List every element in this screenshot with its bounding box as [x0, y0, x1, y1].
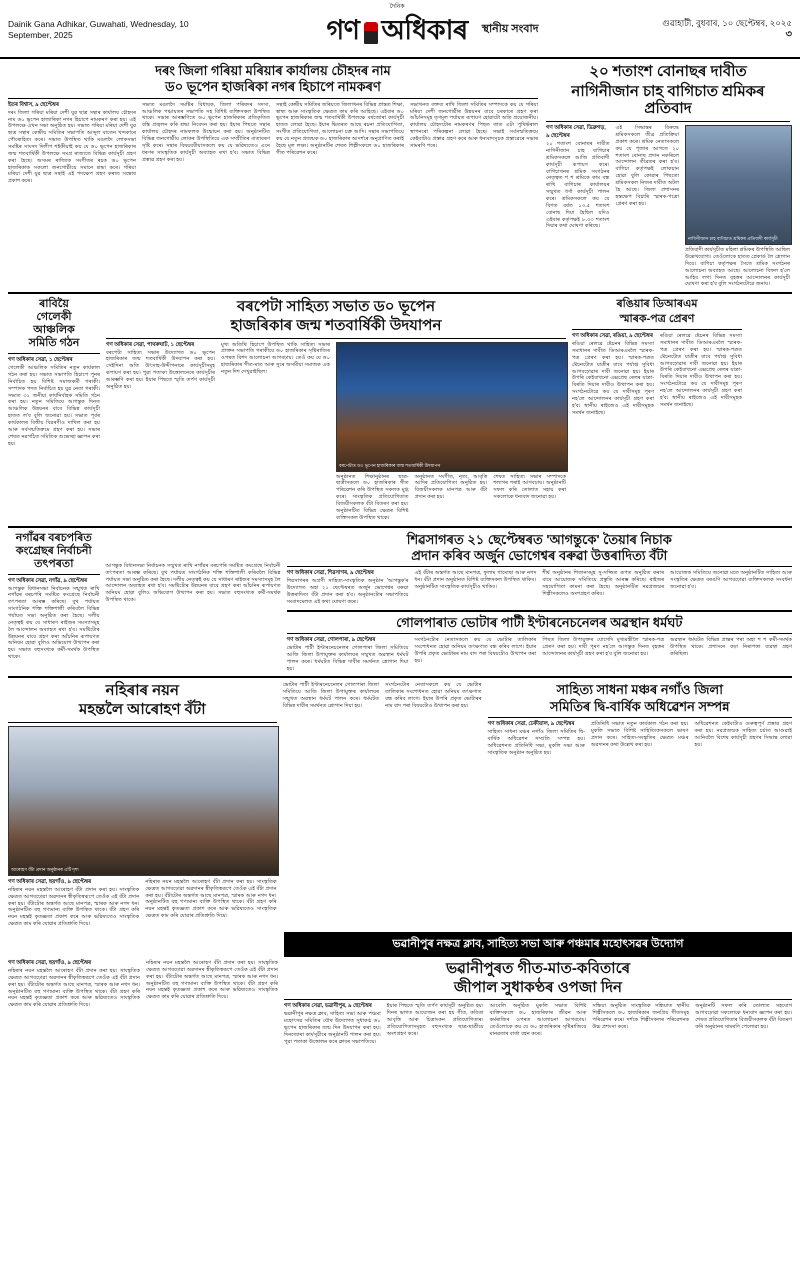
- sidebar-text: গেলেকী আঞ্চলিক সমিতিৰ নতুন কাৰ্যকাল গঠন কৰা হয়। সভাত সভাপতি হিচাপে পুনৰ নিৰ্বাচিত হয় বিশিষ্ট সমাজকৰ্মী গৰাকী। সম্পাদক পদত নিৰ্বাচিত হয় যুৱ নেতা গৰাকী। সভাত ৩১ জনীয়া কাৰ্যনিৰ্বাহক সমিতি গঠন কৰা হয়। নতুন সমিতিয়ে আগন্তুক দিনত আঞ্চলিক উন্নয়নৰ বাবে বিভিন্ন কাৰ্যসূচী হাতত ল'ব বুলি জনোৱা হয়। সভাত পূৰ্বৰ কাৰ্যকালৰ বিত্তীয় বিৱৰণীও দাখিল কৰা হয় আৰু সৰ্বসন্মতিক্ৰমে গ্ৰহণ কৰা হয়। সভাৰ শেষত নৱগঠিত সমিতিক শুভেচ্ছা জ্ঞাপন কৰা হয়।: [8, 365, 100, 447]
- masthead-left: [8, 19, 223, 40]
- bhawanipur-headline-1: ভৱানীপুৰত গীত-মাত-কবিতাৰে: [445, 960, 631, 977]
- lead-right-text-2: এই সিদ্ধান্তৰ বিৰুদ্ধে শ্ৰমিকসকলে তীব্ৰ প্ৰতিক্ৰিয়া প্ৰকাশ কৰে। শ্ৰমিক নেতাসকলে কয় যে পূজাৰ আগতে ২০ শতাংশ বোনাছ প্ৰদান নকৰিলে আন্দোলন তীব্ৰতৰ কৰা হ'ব। বাগিচা কৰ্তৃপক্ষই লোকচান হোৱা বুলি কোৱাৰ পিছতো শ্ৰমিকসকল নিজৰ দাবীত অটল হৈ আছে। জিলা প্ৰশাসনৰ হস্তক্ষেপ বিচাৰি স্মাৰক-পত্ৰো প্ৰেৰণ কৰা হয়।: [615, 125, 679, 207]
- drm-headline-2: স্মাৰক-পত্ৰ প্ৰেৰণ: [619, 313, 695, 326]
- nahira-headline-1: নহিৰাৰ নয়ন: [105, 682, 179, 700]
- masthead-tiny-top: দৈনিক: [389, 4, 405, 10]
- lead-right-col-2: [616, 125, 680, 288]
- goalpara-dateline: গণ অধিকাৰ সেৱা, গোলপাৰা, ৯ ছেপ্টেম্বৰ: [286, 637, 376, 644]
- sidebar-dateline: গণ অধিকাৰ সেৱা, ১ ছেপ্টেম্বৰ: [8, 357, 73, 364]
- sahitya-headline-1: সাহিত্য সাধনা মঞ্চৰ নগাঁও জিলা: [556, 682, 723, 698]
- nagaon-cong-text: আগন্তুক বিধানসভা নিৰ্বাচনক সন্মুখত ৰাখি নগাঁৱৰ বৰচপৰি সমষ্টিত কংগ্ৰেছে নিৰ্বাচনী তৎপৰতা আৰম্ভ কৰিছে। বুথ পৰ্যায়ত সাংগঠনিক শক্তি শক্তিশালী কৰিবলৈ বিভিন্ন পৰ্যায়ত সভা অনুষ্ঠিত কৰা হৈছে। দলীয় নেতৃত্বই কয় যে সাধাৰণ ৰাইজৰ সমস্যাসমূহ লৈ আন্দোলন অব্যাহত ৰখা হ'ব। সমষ্টিটোৰ উন্নয়নৰ বাবে গ্ৰহণ কৰা আঁচনিৰ ৰূপায়ণত অনিয়ম হোৱা বুলিও অভিযোগ উত্থাপন কৰা হয়। সভাত বহুসংখ্যক কৰ্মী-সমৰ্থক উপস্থিত থাকে।: [8, 585, 100, 661]
- lead-right-col-1: [546, 125, 610, 288]
- lead-right-text-3: প্ৰতিবাদী কাৰ্যসূচীত মহিলা শ্ৰমিকৰ উপস্থিতি আছিল উল্লেখযোগ্য। তেওঁলোকে হাতত প্লেকাৰ্ড লৈ শ্লোগান দিয়ে। বাগিচা কৰ্তৃপক্ষৰ সৈতে শ্ৰমিক সংগঠনৰ আলোচনা অব্যাহত আছে। আলোচনা বিফল হ'লে আহিব লগা দিনত বৃহত্তৰ আন্দোলনৰ কাৰ্যসূচী ঘোষণা কৰা হ'ব বুলি সংগঠনটোৱে জনায়।: [685, 247, 790, 288]
- barpeta-text-3: অনুষ্ঠানত শিক্ষানুষ্ঠানৰ ছাত্ৰ-ছাত্ৰীসকলে ড০ হাজৰিকাৰ গীত পৰিৱেশন কৰি উপস্থিত সকলক মুগ্ধ কৰে। সাংস্কৃতিক প্ৰতিযোগিতাত বিজয়ীসকলক বঁটা বিতৰণ কৰা হয়। অনুষ্ঠানটিত বিভিন্ন ক্ষেত্ৰৰ বিশিষ্ট ব্যক্তিসকল উপস্থিত থাকে।: [336, 473, 409, 521]
- bhawanipur-dateline: গণ অধিকাৰ সেৱা, ভৱানীপুৰ, ৯ ছেপ্টেম্বৰ: [284, 1003, 372, 1010]
- sivasagar-headline-2: প্ৰদান কৰিব অৰ্জুন ভোগেশ্বৰ বৰুৱা উত্তৰাদিত্য বঁটা: [411, 547, 668, 563]
- nahira-headline-2: মহন্তলৈ আৰোহণ বঁটা: [79, 701, 206, 719]
- sivasagar-text-4: আয়োজক সমিতিয়ে জনোৱা মতে অনুষ্ঠানটিত সাহিত্য আৰু সংস্কৃতিৰ ক্ষেত্ৰত বৰঙণি আগবঢ়োৱা ব্যক্তিসকলক সংবৰ্ধনা জনোৱা হ'ব।: [670, 570, 792, 590]
- nahira-story: [8, 682, 277, 928]
- bhawanipur-story: [284, 960, 792, 1046]
- lead-left-headline-2: ড০ ভূপেন হাজৰিকা নগৰ হিচাপে নামকৰণ: [165, 79, 381, 95]
- lead-right-text-1: ২০ শতাংশ বোনাছৰ দাবীত নাগিনীজান চাহ বাগিচাৰ শ্ৰমিকসকলে আজি প্ৰতিবাদী কাৰ্যসূচী ৰূপায়ণ কৰে। বাগিচাখনৰ শ্ৰমিক সংগঠনৰ নেতৃত্বত শ শ শ্ৰমিকে কাম বন্ধ ৰাখি বাগিচাৰ কাৰ্যালয়ৰ সন্মুখত ধৰ্ণা কাৰ্যসূচী পালন কৰে। শ্ৰমিকসকলে কয় যে বিগত বৰ্ষত ১৩.৫ শতাংশ বোনাছ দিয়া হৈছিল যদিও এইবাৰ কৰ্তৃপক্ষই ৮.৩৩ শতাংশ দিয়াৰ কথা ঘোষণা কৰিছে।: [546, 141, 610, 230]
- middle-band: [0, 298, 800, 521]
- bottom-left-filler: [8, 960, 278, 1046]
- barpeta-col-1: [106, 342, 215, 522]
- barpeta-text-2: মুখ্য অতিথি হিচাপে উপস্থিত থাকি সাহিত্য সভাৰ প্ৰাক্তন সভাপতি গৰাকীয়ে ড০ হাজৰিকাৰ সৃষ্টিৰাজিৰ ওপৰত বিশদ আলোচনা আগবঢ়ায়। তেওঁ কয় যে ড০ হাজৰিকাৰ গীত-মাত আৰু সুৰে অসমীয়া সমাজক এক নতুন দিশ দেখুৱাইছিল।: [221, 341, 330, 376]
- goalpara-text-1: ভোটাৰ পাটী ইণ্টাৰনেচনেলৰ গোলপাৰা জিলা সমিতিয়ে আজি জিলা উপায়ুক্তৰ কাৰ্যালয়ৰ সন্মুখত অৱস্থান ধৰ্মঘট পালন কৰে। ধৰ্মঘটত বিভিন্ন দাবীৰ সমৰ্থনত শ্লোগান দিয়া হয়।: [286, 645, 409, 672]
- lead-left-col-1: [8, 102, 136, 185]
- nahira-text-1: নহিৰাৰ নয়ন মহন্তলৈ আৰোহণ বঁটা প্ৰদান কৰা হয়। সাংস্কৃতিক ক্ষেত্ৰত আগবঢ়োৱা অৱদানৰ স্বীকৃতিস্বৰূপে তেওঁক এই বঁটা প্ৰদান কৰা হয়। বঁটাটোৰ অন্তৰ্গত আছে মানপত্ৰ, স্মাৰক আৰু নগদ ধন। অনুষ্ঠানটিত বহু গণ্যমান্য ব্যক্তি উপস্থিত থাকে। বঁটা গ্ৰহণ কৰি নয়ন মহন্তই কৃতজ্ঞতা প্ৰকাশ কৰে আৰু ভৱিষ্যতেও সাংস্কৃতিক ক্ষেত্ৰত কাম কৰি যোৱাৰ প্ৰতিশ্ৰুতি দিয়ে।: [8, 886, 140, 928]
- goalpara-text-4: অৱস্থান ধৰ্মঘটত বিভিন্ন প্ৰান্তৰ পৰা অহা শ শ কৰ্মী-সমৰ্থক উপস্থিত থাকে। প্ৰশাসনে কঢ়া নিৰাপত্তা ব্যৱস্থা গ্ৰহণ কৰিছিল।: [670, 637, 792, 657]
- bhawanipur-text-5: অনুষ্ঠানটি সফল কৰি তোলাত সহযোগ আগবঢ়োৱা সকলোকে ধন্যবাদ জ্ঞাপন কৰা হয়। শেষত প্ৰতিযোগিতাৰ বিজয়ীসকলক বঁটা বিতৰণ কৰি অনুষ্ঠানৰ সামৰণি পেলোৱা হয়।: [695, 1003, 792, 1030]
- nagaon-cong-headline-2: কংগ্ৰেছৰ নিৰ্বাচনী তৎপৰতা: [15, 544, 92, 570]
- top-band: [0, 59, 800, 288]
- lead-left-story: [8, 63, 538, 288]
- sahitya-col-1: [488, 721, 585, 756]
- fourth-band: [0, 682, 800, 928]
- masthead-right: [642, 18, 792, 41]
- bhawanipur-text-1: ভৱানীপুৰ নক্ষত্ৰ ক্লাব, সাহিত্য সভা আৰু পঞ্চমা মহোৎসৱ সমিতিৰ যৌথ উদ্যোগত সুধাকণ্ঠ ড০ ভূপেন হাজৰিকাৰ জন্ম দিন উদযাপন কৰা হয়। দিনজোৰা কাৰ্যসূচীৰে অনুষ্ঠানটি পালন কৰা হয়। পুৱা পতাকা উত্তোলন কৰে ক্লাবৰ সভাপতিয়ে।: [284, 1011, 381, 1045]
- lead-right-story: [546, 63, 790, 288]
- sivasagar-text-3: শীৰ্ষ অনুষ্ঠানৰ শিতানসমূহ সু-সজ্জিত ৰূপত অনুষ্ঠিত কৰাৰ বাবে আয়োজক সমিতিয়ে প্ৰস্তুতি আৰম্ভ কৰিছে। ৰাইজৰ সহযোগিতা কামনা কৰা হৈছে। অনুষ্ঠানটিত নৱপ্ৰজন্মৰ শিল্পীসকলেও অংশগ্ৰহণ কৰিব।: [542, 570, 665, 597]
- barpeta-headline-1: বৰপেটা সাহিত্য সভাত ড০ ভূপেন: [236, 298, 436, 316]
- lead-left-col-3: [276, 102, 404, 185]
- logo-part2: অধিকাৰ: [381, 15, 468, 45]
- bhawanipur-text-3: আবেলি অনুষ্ঠিত মুকলি সভাত বিশিষ্ট ব্যক্তিসকলে ড০ হাজৰিকাৰ জীৱন আৰু কৰ্মৰাজিৰ ওপৰত আলোচনা আগবঢ়ায়। তেওঁলোকে কয় যে ড০ হাজৰিকাৰ সৃষ্টিৰাজিয়ে মানৱতাৰ বাৰ্তা বহন কৰে।: [489, 1003, 587, 1037]
- lead-left-headline-1: দৰং জিলা গৰিয়া মৰিয়াৰ কাৰ্যালয় চৌহদৰ নাম: [155, 63, 391, 78]
- nagaon-cong-text-2: আগন্তুক বিধানসভা নিৰ্বাচনক সন্মুখত ৰাখি নগাঁৱৰ বৰচপৰি সমষ্টিত কংগ্ৰেছে নিৰ্বাচনী তৎপৰতা আৰম্ভ কৰিছে। বুথ পৰ্যায়ত সাংগঠনিক শক্তি শক্তিশালী কৰিবলৈ বিভিন্ন পৰ্যায়ত সভা অনুষ্ঠিত কৰা হৈছে। দলীয় নেতৃত্বই কয় যে সাধাৰণ ৰাইজৰ সমস্যাসমূহ লৈ আন্দোলন অব্যাহত ৰখা হ'ব। সমষ্টিটোৰ উন্নয়নৰ বাবে গ্ৰহণ কৰা আঁচনিৰ ৰূপায়ণত অনিয়ম হোৱা বুলিও অভিযোগ উত্থাপন কৰা হয়। সভাত বহুসংখ্যক কৰ্মী-সমৰ্থক উপস্থিত থাকে।: [105, 562, 281, 604]
- goalpara-col-1: [287, 637, 409, 672]
- photo-caption: নাগিনীজান চাহ বাগিচাত শ্ৰমিকৰ প্ৰতিবাদী কাৰ্যসূচী: [688, 236, 778, 242]
- lead-left-text-3: সন্থাই কেন্দ্ৰীয় সমিতিৰ জৰিয়তে জিলাখনৰ বিভিন্ন প্ৰান্তত শিক্ষা, স্বাস্থ্য আৰু সাংস্কৃতিক ক্ষেত্ৰত কাম কৰি আহিছে। এইবাৰ ড০ ভূপেন হাজৰিকাৰ জন্ম শতবাৰ্ষিকী উপলক্ষে বৰ্ষজোৰা কাৰ্যসূচী হাতত লোৱা হৈছে। ইয়াৰ ভিতৰত আছে ৰচনা প্ৰতিযোগিতা, সংগীত প্ৰতিযোগিতা, আলোচনা চক্ৰ আদি। সন্থাৰ সভাপতিয়ে কয় যে নতুন প্ৰজন্মক ড০ হাজৰিকাৰ আদৰ্শৰে অনুপ্ৰাণিত কৰাই হৈছে মূল লক্ষ্য। অনুষ্ঠানটিৰ শেষত শিল্পীসকলে ড০ হাজৰিকাৰ গীত পৰিৱেশন কৰে।: [276, 101, 404, 156]
- lead-right-photo-col: [685, 125, 790, 288]
- masthead-right-line: গুৱাহাটী, বুধবাৰ, ১০ ছেপ্টেম্বৰ, ২০২৫: [662, 17, 792, 28]
- bhawanipur-headline-2: জীপাল সুধাকণ্ঠৰ ওপজা দিন: [453, 978, 623, 996]
- sahitya-story: [488, 682, 792, 928]
- bhawanipur-text-2: ইয়াৰ পিছতে স্মৃতি তৰ্পণ কাৰ্যসূচী অনুষ্ঠিত হয়। দিনৰ ভাগত আয়োজন কৰা হয় গীত, কবিতা আবৃত্তি আৰু চিত্ৰাংকন প্ৰতিযোগিতাৰ। প্ৰতিযোগিতাসমূহত বহুসংখ্যক ছাত্ৰ-ছাত্ৰীয়ে অংশগ্ৰহণ কৰে।: [386, 1003, 484, 1037]
- masthead-center: [326, 4, 538, 55]
- nagaon-congress-extra-col: [106, 532, 281, 673]
- sivasagar-story: [287, 532, 792, 673]
- lead-left-col-2: [142, 102, 270, 185]
- barpeta-story: [106, 298, 566, 521]
- sivasagar-dateline: গণ অধিকাৰ সেৱা, শিৱসাগৰ, ৯ ছেপ্টেম্বৰ: [286, 570, 374, 577]
- nagaon-cong-headline-1: নগাঁৱৰ বৰচপৰিত: [15, 531, 92, 544]
- goalpara-cont-2: সংগঠনটোৰ নেতাসকলে কয় যে ভোটাৰ তালিকাৰ সংশোধনত হোৱা অনিয়ম তৎক্ষণাত বন্ধ কৰিব লাগে। ইয়াৰ উপৰি প্ৰকৃত ভোটাৰৰ নাম বাদ পৰা বিষয়টোও উত্থাপন কৰা হয়।: [385, 682, 482, 710]
- barpeta-photo-col: [336, 342, 566, 522]
- nahira-dateline-2: গণ অধিকাৰ সেৱা, ছয়গাঁও, ৯ ছেপ্টেম্বৰ: [8, 960, 92, 966]
- sahitya-text-3: অধিৱেশনত কেইবাটাও গুৰুত্বপূৰ্ণ প্ৰস্তাৱ গ্ৰহণ কৰা হয়। নৱপ্ৰজন্মক সাহিত্য চৰ্চাত আগুৱাই আনিবলৈ বিশেষ কাৰ্যসূচী গ্ৰহণৰ সিদ্ধান্ত লোৱা হয়।: [694, 721, 792, 748]
- sivasagar-text-2: এই বঁটাৰ অন্তৰ্গত আছে মানপত্ৰ, ফুলাম গামোছা আৰু নগদ ধন। বঁটা প্ৰদান অনুষ্ঠানত বিশিষ্ট ব্যক্তিসকল উপস্থিত থাকিব। অনুষ্ঠানটিত সাংস্কৃতিক কাৰ্যসূচীও থাকিব।: [414, 570, 537, 590]
- nahira-award-photo: [8, 726, 279, 876]
- sivasagar-headline-1: শিৱসাগৰত ২১ ছেপ্টেম্বৰত 'আগন্তুকে' তৈয়াৰ নিচাক: [406, 531, 672, 547]
- sahitya-text-2: প্ৰতিনিধি সভাত নতুন কাৰ্যকাল গঠন কৰা হয়। মুকলি সভাত বিশিষ্ট সাহিত্যিকসকলে ভাষণ প্ৰদান কৰে। সাহিত্য-সংস্কৃতিৰ ক্ষেত্ৰত মঞ্চৰ অৱদানৰ কথা উল্লেখ কৰা হয়।: [591, 721, 689, 748]
- lead-left-text-2: সভাত মঙলদৈ সমষ্টিৰ বিধায়ক, জিলা পৰিষদৰ সদস্য, আঞ্চলিক পঞ্চায়তৰ সভাপতি সহ বিশিষ্ট ব্যক্তিসকল উপস্থিত থাকে। সভাৰ আৰম্ভণিতে ড০ ভূপেন হাজৰিকাৰ প্ৰতিকৃতিত বন্তি প্ৰজ্বলন কৰি শ্ৰদ্ধা নিবেদন কৰা হয়। ইয়াৰ পিছতে সন্থাৰ কাৰ্যালয় চৌহদৰ নামফলক উন্মোচন কৰা হয়। অনুষ্ঠানটিত বিভিন্ন জনগোষ্ঠীয় লোকৰ উপস্থিতিয়ে এক সম্প্ৰীতিৰ বাতাবৰণ সৃষ্টি কৰে। সন্থাৰ বিষয়ববীয়াসকলে কয় যে ভৱিষ্যতেও এনে ধৰণৰ সাংস্কৃতিক কাৰ্যসূচী অব্যাহত ৰখা হ'ব। সভাত বিভিন্ন প্ৰস্তাৱ গ্ৰহণ কৰা হয়।: [142, 101, 270, 163]
- bottom-band: [0, 960, 800, 1046]
- sidebar-headline-2: গেলেকী: [36, 311, 72, 324]
- drm-text-cont: ৰঙিয়া ৰেলৱে ষ্টেচনৰ বিভিন্ন সমস্যা সমাধানৰ দাবীত ডিআৰএমলৈ স্মাৰক-পত্ৰ প্ৰেৰণ কৰা হয়। স্মাৰক-পত্ৰত ষ্টেচনটোত যাত্ৰীৰ বাবে পৰ্যাপ্ত সুবিধা আগবঢ়োৱাৰ দাবী জনোৱা হয়। ইয়াৰ উপৰি কেইবাখনো এক্সপ্ৰেছ ৰেলৰ যাত্ৰা-বিৰতি দিয়াৰ দাবীও উত্থাপন কৰা হয়। সংগঠনটোৱে কয় যে দাবীসমূহ পূৰণ নহ'লে আন্দোলনৰ কাৰ্যসূচী গ্ৰহণ কৰা হ'ব। স্থানীয় ৰাইজেও এই দাবীসমূহক সমৰ্থন জনাইছে।: [660, 333, 742, 408]
- goalpara-headline: গোলপাৰাত ভোটাৰ পাটী ইণ্টাৰনেচনেলৰ অৱস্থান ধৰ্মঘট: [396, 614, 683, 630]
- goalpara-cont-1: ভোটাৰ পাটী ইণ্টাৰনেচনেলৰ গোলপাৰা জিলা সমিতিয়ে আজি জিলা উপায়ুক্তৰ কাৰ্যালয়ৰ সন্মুখত অৱস্থান ধৰ্মঘট পালন কৰে। ধৰ্মঘটত বিভিন্ন দাবীৰ সমৰ্থনত শ্লোগান দিয়া হয়।: [282, 682, 380, 710]
- nagaon-congress-story: [8, 532, 100, 673]
- bhawanipur-banner: ভৱানীপুৰ নক্ষত্ৰ ক্লাব, সাহিত্য সভা আৰু পঞ্চমাৰ মহোৎসৱৰ উদ্যোগ: [284, 932, 792, 957]
- sahitya-text-1: সাহিত্য সাধনা মঞ্চৰ নগাঁও জিলা সমিতিৰ দ্বি-বাৰ্ষিক অধিৱেশন সম্প্ৰতি সম্পন্ন হয়। অধিৱেশনত প্ৰতিনিধি সভা, মুকলি সভা আৰু সাংস্কৃতিক অনুষ্ঠান অনুষ্ঠিত হয়।: [487, 729, 586, 756]
- sidebar-headline-3: আঞ্চলিক: [33, 324, 75, 337]
- sidebar-headline-1: ৰাবিয়ৈ: [39, 298, 69, 311]
- third-band: [0, 532, 800, 673]
- bhawanipur-text-4: সন্ধিয়া অনুষ্ঠিত সাংস্কৃতিক সন্ধিয়াত স্থানীয় শিল্পীসকলে ড০ হাজৰিকাৰ জনপ্ৰিয় গীতসমূহ পৰিৱেশন কৰে। দৰ্শকে শিল্পীসকলৰ পৰিৱেশনক উচ্চ প্ৰশংসা কৰে।: [592, 1003, 690, 1030]
- sahitya-headline-2: সমিতিৰ দ্বি-বাৰ্ষিক অধিৱেশন সম্পন্ন: [550, 698, 730, 714]
- sivasagar-text-1: শিৱসাগৰৰ অগ্ৰণী সাহিত্য-সাংস্কৃতিক অনুষ্ঠান 'আগন্তুক'ৰ উদ্যোগত অহা ২১ ছেপ্টেম্বৰত অৰ্জুন ভোগেশ্বৰ বৰুৱা উত্তৰাদিত্য বঁটা প্ৰদান কৰা হ'ব। অনুষ্ঠানটোৰ সভাপতিয়ে সংবাদমেলত এই কথা ঘোষণা কৰে।: [286, 578, 409, 605]
- logo-part1: গণ: [326, 15, 360, 45]
- nagini-protest-photo: [685, 125, 792, 245]
- lead-left-text-1: দৰং জিলা গৰিয়া মৰিয়া দেশী যুৱ ছাত্ৰ সন্থাৰ কাৰ্যালয় চৌহদৰ নাম ড০ ভূপেন হাজাৰিকা নগৰ হিচাপে নামকৰণ কৰা হয়। এই উপলক্ষে এখন সভা অনুষ্ঠিত হয়। সভাত গৰিয়া মৰিয়া দেশী যুৱ ছাত্ৰ সন্থাৰ কেন্দ্ৰীয় সমিতিৰ সভাপতি আব্দুল বাতেন খন্দকাৰে পৌৰোহিত্য কৰে। সভাত উপস্থিত থাকি মঙলদৈ লোকসভা সমষ্টিৰ সাংসদ দিলীপ শইকীয়াই কয় যে ড০ ভূপেন হাজৰিকাৰ জন্ম শতবাৰ্ষিকী উপলক্ষে সমগ্ৰ ৰাজ্যতে বিভিন্ন কাৰ্যসূচী গ্ৰহণ কৰা হৈছে। অসমৰ ৰাজ্যিক সংগীতৰ ৰচক ড০ ভূপেন হাজৰিকাক সকলো জনগোষ্ঠীয়ে সমানে শ্ৰদ্ধা কৰে। গৰিয়া মৰিয়া দেশী যুৱ ছাত্ৰ সন্থাই এই পদক্ষেপ গ্ৰহণ কৰাত সন্তোষ প্ৰকাশ কৰে।: [8, 109, 136, 185]
- lead-right-dateline: গণ অধিকাৰ সেৱা, ডিব্ৰুগড়, ৯ ছেপ্টেম্বৰ: [546, 125, 606, 140]
- drm-text: ৰঙিয়া ৰেলৱে ষ্টেচনৰ বিভিন্ন সমস্যা সমাধানৰ দাবীত ডিআৰএমলৈ স্মাৰক-পত্ৰ প্ৰেৰণ কৰা হয়। স্মাৰক-পত্ৰত ষ্টেচনটোত যাত্ৰীৰ বাবে পৰ্যাপ্ত সুবিধা আগবঢ়োৱাৰ দাবী জনোৱা হয়। ইয়াৰ উপৰি কেইবাখনো এক্সপ্ৰেছ ৰেলৰ যাত্ৰা-বিৰতি দিয়াৰ দাবীও উত্থাপন কৰা হয়। সংগঠনটোৱে কয় যে দাবীসমূহ পূৰণ নহ'লে আন্দোলনৰ কাৰ্যসূচী গ্ৰহণ কৰা হ'ব। স্থানীয় ৰাইজেও এই দাবীসমূহক সমৰ্থন জনাইছে।: [572, 341, 654, 416]
- barpeta-dateline: গণ অধিকাৰ সেৱা, পাথৰুঘাট, ১ ছেপ্টেম্বৰ: [106, 341, 195, 348]
- masthead-tagline: স্থানীয় সংবাদ: [481, 23, 539, 35]
- nagaon-cong-dateline: গণ অধিকাৰ সেৱা, নগাঁৱ, ৯ ছেপ্টেম্বৰ: [8, 577, 88, 584]
- sidebar-left: [8, 298, 100, 521]
- goalpara-text-3: পিছত জিলা উপায়ুক্তৰ যোগেদি মুখ্যমন্ত্ৰীলৈ স্মাৰক-পত্ৰ প্ৰেৰণ কৰা হয়। দাবী পূৰণ নহ'লে আগন্তুক দিনত বৃহত্তৰ আন্দোলনৰ কাৰ্যসূচী গ্ৰহণ কৰা হ'ব বুলি জনোৱা হয়।: [542, 637, 665, 657]
- barpeta-col-2: [221, 342, 330, 522]
- drm-headline-1: ৰঙিয়াৰ ডিআৰএম: [616, 298, 698, 311]
- nahira-photo-caption: আৰোহণ বঁটা প্ৰদান অনুষ্ঠানৰ এটি দৃশ্য: [11, 866, 79, 872]
- barpeta-text-4: অনুষ্ঠানত সংগীত, নৃত্য, আবৃত্তি আদিৰ প্ৰতিযোগিতা অনুষ্ঠিত হয়। বিজয়ীসকলক মানপত্ৰ আৰু বঁটা প্ৰদান কৰা হয়।: [414, 473, 488, 501]
- torch-icon: [364, 22, 378, 44]
- drm-story: [572, 298, 742, 521]
- sivasagar-col-1: [287, 570, 409, 605]
- barpeta-headline-2: হাজৰিকাৰ জন্ম শতবাৰ্ষিকী উদযাপন: [230, 316, 442, 334]
- nahira-dateline: গণ অধিকাৰ সেৱা, ছয়গাঁও, ৯ ছেপ্টেম্বৰ: [8, 878, 92, 885]
- lead-right-headline-1: ২০ শতাংশ বোনাছৰ দাবীত: [589, 63, 747, 80]
- page-number: ৩: [785, 28, 792, 40]
- goalpara-continuation: [283, 682, 482, 928]
- lead-left-dateline: ইতৰ বিশ্বাস, ৯ ছেপ্টেম্বৰ: [8, 101, 59, 108]
- lead-left-col-4: [410, 102, 538, 185]
- nahira-text-4: নহিৰাৰ নয়ন মহন্তলৈ আৰোহণ বঁটা প্ৰদান কৰা হয়। সাংস্কৃতিক ক্ষেত্ৰত আগবঢ়োৱা অৱদানৰ স্বীকৃতিস্বৰূপে তেওঁক এই বঁটা প্ৰদান কৰা হয়। বঁটাটোৰ অন্তৰ্গত আছে মানপত্ৰ, স্মাৰক আৰু নগদ ধন। অনুষ্ঠানটিত বহু গণ্যমান্য ব্যক্তি উপস্থিত থাকে। বঁটা গ্ৰহণ কৰি নয়ন মহন্তই কৃতজ্ঞতা প্ৰকাশ কৰে আৰু ভৱিষ্যতেও সাংস্কৃতিক ক্ষেত্ৰত কাম কৰি যোৱাৰ প্ৰতিশ্ৰুতি দিয়ে।: [146, 960, 278, 1001]
- lead-left-text-4: সভাখনত বক্তব্য ৰাখি জিলা সমিতিৰ সম্পাদকে কয় যে গৰিয়া মৰিয়া দেশী জনগোষ্ঠীৰ উন্নয়নৰ বাবে চৰকাৰে গ্ৰহণ কৰা আঁচনিসমূহ তৃণমূল পৰ্যায়ত ৰূপায়ণ হোৱাটো অতি প্ৰয়োজনীয়। কাৰ্যালয় চৌহদটোৰ নামকৰণৰ পিছত তাত এটা পুথিভঁৰাল স্থাপনৰো পৰিকল্পনা লোৱা হৈছে। সভাই সৰ্বসন্মতিক্ৰমে কেইবাটাও প্ৰস্তাৱ গ্ৰহণ কৰে আৰু ধন্যবাদসূচক প্ৰস্তাৱেৰে সভাৰ সামৰণি পৰে।: [410, 101, 538, 149]
- goalpara-text-2: সংগঠনটোৰ নেতাসকলে কয় যে ভোটাৰ তালিকাৰ সংশোধনত হোৱা অনিয়ম তৎক্ষণাত বন্ধ কৰিব লাগে। ইয়াৰ উপৰি প্ৰকৃত ভোটাৰৰ নাম বাদ পৰা বিষয়টোও উত্থাপন কৰা হয়।: [414, 637, 537, 664]
- nahira-text-3: নহিৰাৰ নয়ন মহন্তলৈ আৰোহণ বঁটা প্ৰদান কৰা হয়। সাংস্কৃতিক ক্ষেত্ৰত আগবঢ়োৱা অৱদানৰ স্বীকৃতিস্বৰূপে তেওঁক এই বঁটা প্ৰদান কৰা হয়। বঁটাটোৰ অন্তৰ্গত আছে মানপত্ৰ, স্মাৰক আৰু নগদ ধন। অনুষ্ঠানটিত বহু গণ্যমান্য ব্যক্তি উপস্থিত থাকে। বঁটা গ্ৰহণ কৰি নয়ন মহন্তই কৃতজ্ঞতা প্ৰকাশ কৰে আৰু ভৱিষ্যতেও সাংস্কৃতিক ক্ষেত্ৰত কাম কৰি যোৱাৰ প্ৰতিশ্ৰুতি দিয়ে।: [8, 968, 140, 1009]
- barpeta-text-5: শেষত সাহিত্য সভাৰ সম্পাদকে শলাগৰ শৰাই আগবঢ়ায়। অনুষ্ঠানটি সফল কৰি তোলাত সহায় কৰা সকলোকে ধন্যবাদ জনোৱা হয়।: [493, 473, 567, 501]
- drm-dateline: গণ অধিকাৰ সেৱা, ৰঙিয়া, ৯ ছেপ্টেম্বৰ: [572, 333, 653, 340]
- sahitya-dateline: গণ অধিকাৰ সেৱা, ঢেকীয়াল, ৯ ছেপ্টেম্বৰ: [487, 721, 575, 728]
- sidebar-headline-4: সমিতি গঠন: [28, 337, 80, 350]
- barpeta-event-photo: [336, 342, 568, 472]
- masthead-left-line: Dainik Gana Adhikar, Guwahati, Wednesday, 10 September, 2025: [8, 18, 189, 40]
- masthead: [0, 0, 800, 59]
- lead-right-headline-2: নাগিনীজান চাহ বাগিচাত শ্ৰমিকৰ প্ৰতিবাদ: [571, 82, 765, 118]
- bhawanipur-col-1: [284, 1003, 381, 1045]
- barpeta-photo-caption: বৰপেটাত ড০ ভূপেন হাজৰিকাৰ জন্ম শতবাৰ্ষিকী উদযাপন: [339, 462, 441, 468]
- nahira-text-2: নহিৰাৰ নয়ন মহন্তলৈ আৰোহণ বঁটা প্ৰদান কৰা হয়। সাংস্কৃতিক ক্ষেত্ৰত আগবঢ়োৱা অৱদানৰ স্বীকৃতিস্বৰূপে তেওঁক এই বঁটা প্ৰদান কৰা হয়। বঁটাটোৰ অন্তৰ্গত আছে মানপত্ৰ, স্মাৰক আৰু নগদ ধন। অনুষ্ঠানটিত বহু গণ্যমান্য ব্যক্তি উপস্থিত থাকে। বঁটা গ্ৰহণ কৰি নয়ন মহন্তই কৃতজ্ঞতা প্ৰকাশ কৰে আৰু ভৱিষ্যতেও সাংস্কৃতিক ক্ষেত্ৰত কাম কৰি যোৱাৰ প্ৰতিশ্ৰুতি দিয়ে।: [145, 878, 277, 920]
- barpeta-text-1: বৰপেটা সাহিত্য সভাৰ উদ্যোগত ড০ ভূপেন হাজৰিকাৰ জন্ম শতবাৰ্ষিকী উদযাপন কৰা হয়। সেইদিনা অতি উৎসাহ-উদ্দীপনাৰে কাৰ্যসূচীসমূহ ৰূপায়ণ কৰা হয়। পুৱা পতাকা উত্তোলনেৰে কাৰ্যসূচীৰ আৰম্ভণি কৰা হয়। ইয়াৰ পিছতে স্মৃতি তৰ্পণ কাৰ্যসূচী অনুষ্ঠিত হয়।: [106, 349, 215, 390]
